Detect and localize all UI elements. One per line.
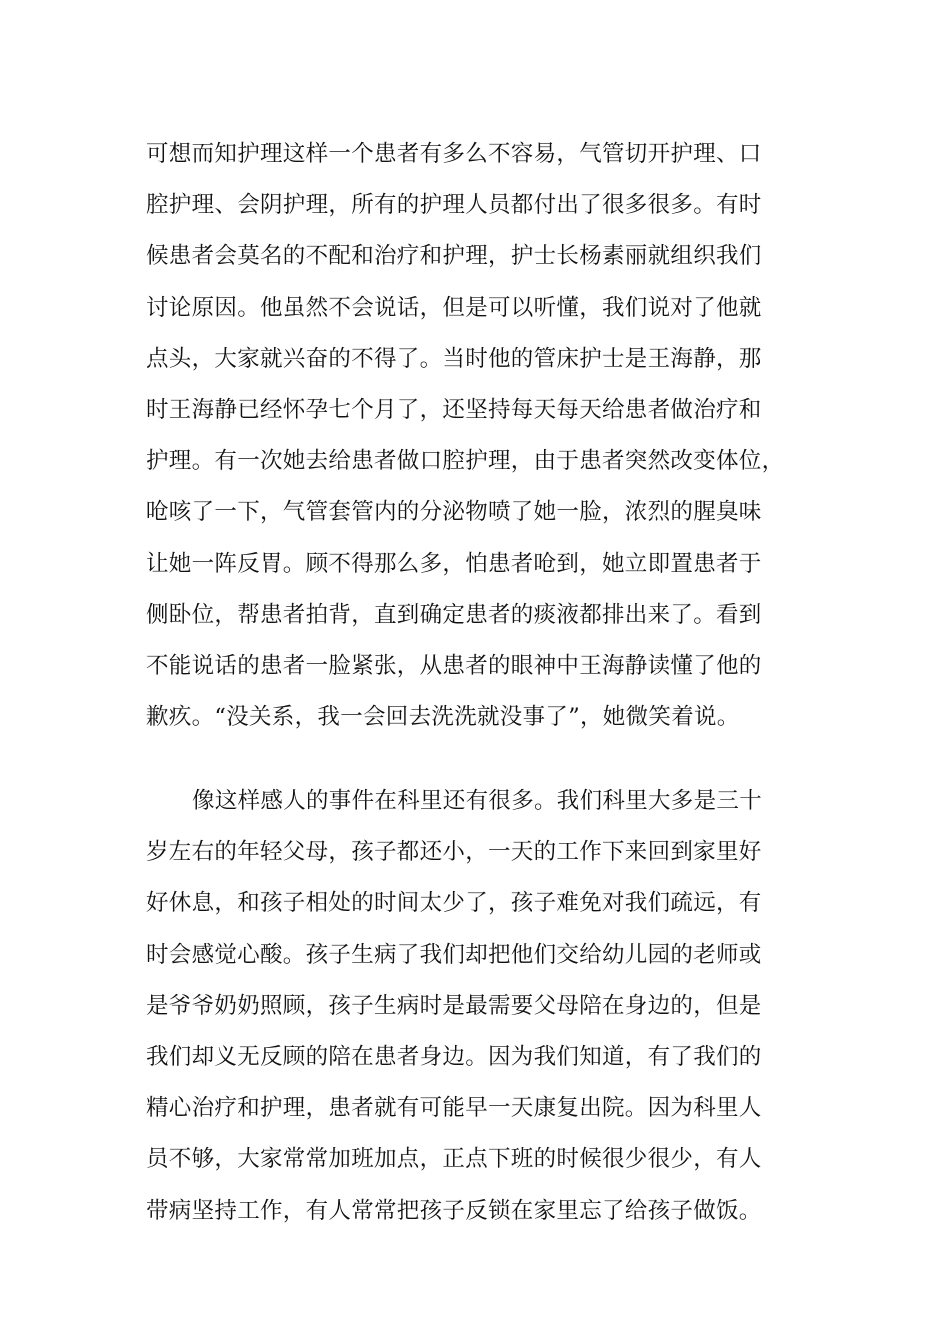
paragraph-line: 员不够，大家常常加班加点，正点下班的时候很少很少，有人 xyxy=(146,1146,762,1173)
paragraph-line: 岁左右的年轻父母，孩子都还小，一天的工作下来回到家里好 xyxy=(146,839,762,866)
paragraph-line: 护理。有一次她去给患者做口腔护理，由于患者突然改变体位， xyxy=(146,448,785,475)
paragraph-line: 点头，大家就兴奋的不得了。当时他的管床护士是王海静，那 xyxy=(146,345,762,372)
paragraph-line: 好休息，和孩子相处的时间太少了，孩子难免对我们疏远，有 xyxy=(146,890,762,917)
paragraph-line: 精心治疗和护理，患者就有可能早一天康复出院。因为科里人 xyxy=(146,1095,762,1122)
paragraph-line: 带病坚持工作，有人常常把孩子反锁在家里忘了给孩子做饭。 xyxy=(146,1197,762,1224)
paragraph-line: 呛咳了一下，气管套管内的分泌物喷了她一脸，浓烈的腥臭味 xyxy=(146,499,762,526)
paragraph-line: 侧卧位，帮患者拍背，直到确定患者的痰液都排出来了。看到 xyxy=(146,601,762,628)
paragraph-1 xyxy=(146,129,826,743)
paragraph-line: 候患者会莫名的不配和治疗和护理，护士长杨素丽就组织我们 xyxy=(146,243,762,270)
paragraph-line: 歉疚。“没关系，我一会回去洗洗就没事了”，她微笑着说。 xyxy=(146,704,740,731)
paragraph-first-line: 像这样感人的事件在科里还有很多。我们科里大多是三十 xyxy=(192,788,763,814)
paragraph-line: 腔护理、会阴护理，所有的护理人员都付出了很多很多。有时 xyxy=(146,192,762,219)
paragraph-line: 讨论原因。他虽然不会说话，但是可以听懂，我们说对了他就 xyxy=(146,294,762,321)
paragraph-line: 让她一阵反胃。顾不得那么多，怕患者呛到，她立即置患者于 xyxy=(146,550,762,577)
paragraph-line: 时王海静已经怀孕七个月了，还坚持每天每天给患者做治疗和 xyxy=(146,396,762,423)
paragraph-2 xyxy=(146,776,826,1237)
paragraph-line: 是爷爷奶奶照顾，孩子生病时是最需要父母陪在身边的，但是 xyxy=(146,992,762,1019)
paragraph-line: 我们却义无反顾的陪在患者身边。因为我们知道，有了我们的 xyxy=(146,1043,762,1070)
paragraph-line: 可想而知护理这样一个患者有多么不容易，气管切开护理、口 xyxy=(146,141,762,167)
paragraph-line: 时会感觉心酸。孩子生病了我们却把他们交给幼儿园的老师或 xyxy=(146,941,762,968)
paragraph-line: 不能说话的患者一脸紧张，从患者的眼神中王海静读懂了他的 xyxy=(146,652,762,679)
